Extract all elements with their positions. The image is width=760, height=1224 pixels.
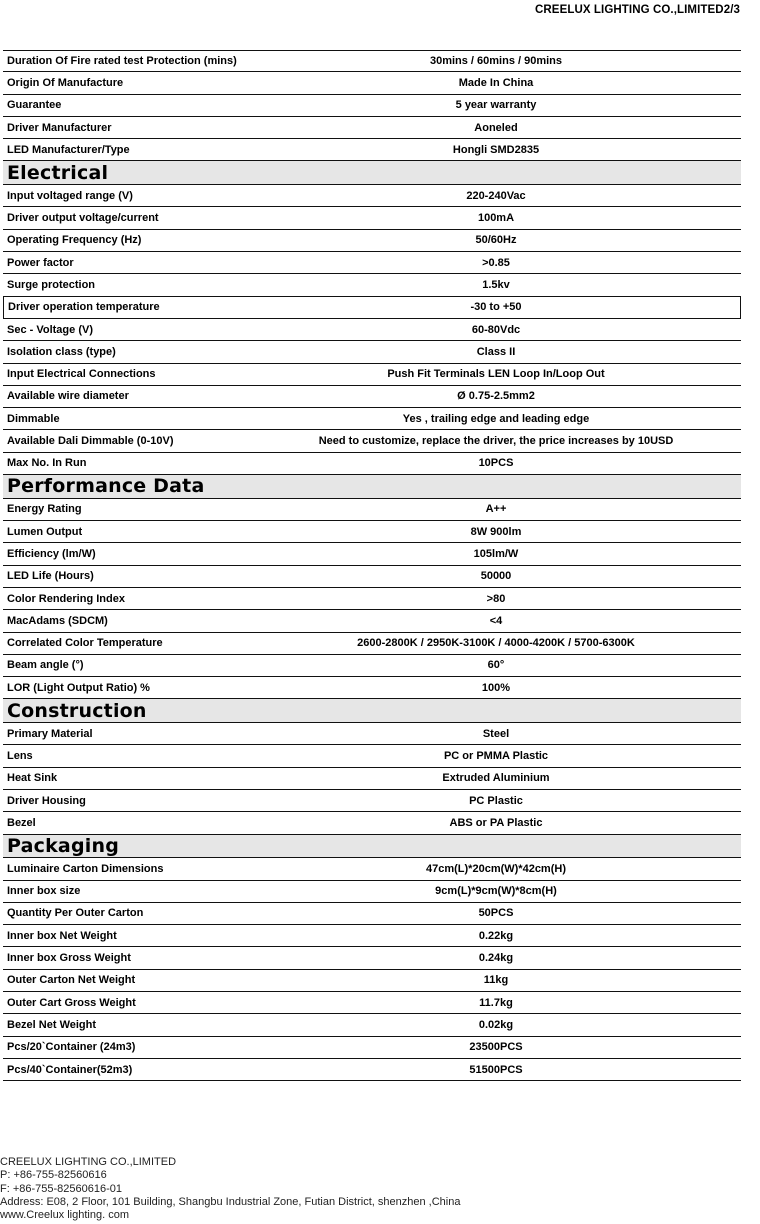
- row-label: Beam angle (°): [7, 659, 84, 672]
- row-label: Duration Of Fire rated test Protection (mins): [7, 55, 237, 68]
- row-label: Inner box Net Weight: [7, 929, 117, 942]
- table-row: [3, 230, 741, 252]
- section-header-construction: [3, 699, 741, 723]
- row-value: Class II: [476, 345, 516, 358]
- row-value: 50000: [480, 570, 512, 583]
- table-row: [3, 117, 741, 139]
- row-label: Energy Rating: [7, 503, 82, 516]
- footer-phone: P: +86-755-82560616: [0, 1169, 107, 1182]
- table-row: [3, 790, 741, 812]
- row-value: Yes , trailing edge and leading edge: [402, 412, 590, 425]
- row-value: 47cm(L)*20cm(W)*42cm(H): [426, 862, 566, 875]
- row-label: LED Manufacturer/Type: [7, 143, 130, 156]
- table-row: [3, 453, 741, 475]
- row-value: 1.5kv: [482, 279, 510, 291]
- row-label: Origin Of Manufacture: [7, 76, 124, 89]
- table-row: [3, 745, 741, 767]
- row-label: Pcs/40`Container(52m3): [7, 1063, 133, 1076]
- row-value: PC Plastic: [469, 794, 523, 807]
- footer-company: CREELUX LIGHTING CO.,LIMITED: [0, 1156, 177, 1168]
- table-row: [3, 1014, 741, 1036]
- table-row: [3, 768, 741, 790]
- row-label: Color Rendering Index: [7, 592, 125, 605]
- row-value: A++: [485, 503, 507, 516]
- row-label: Operating Frequency (Hz): [7, 234, 142, 247]
- row-label: LED Life (Hours): [7, 570, 94, 583]
- table-row: [3, 274, 741, 296]
- row-label: Sec - Voltage (V): [7, 323, 93, 336]
- section-header-performance: [3, 475, 741, 499]
- table-row: [3, 655, 741, 677]
- row-value: >0.85: [482, 256, 510, 269]
- row-value: Made In China: [458, 76, 534, 89]
- row-label: Primary Material: [7, 727, 93, 740]
- row-label: Quantity Per Outer Carton: [7, 907, 144, 920]
- row-value: 11kg: [483, 974, 509, 987]
- table-row: [3, 72, 741, 94]
- table-row: [3, 139, 741, 161]
- row-label: Lens: [7, 750, 33, 763]
- table-row: [3, 881, 741, 903]
- section-header-packaging: [3, 835, 741, 859]
- table-row: [3, 1059, 741, 1081]
- table-row: [3, 252, 741, 274]
- row-label: Surge protection: [7, 279, 96, 291]
- section-title: Packaging: [7, 834, 119, 857]
- row-label: Driver Manufacturer: [7, 121, 112, 134]
- row-value: Extruded Aluminium: [442, 772, 550, 785]
- row-label: Outer Cart Gross Weight: [7, 996, 136, 1009]
- row-value: 0.24kg: [478, 952, 514, 965]
- row-label: MacAdams (SDCM): [7, 614, 108, 627]
- row-label: Pcs/20`Container (24m3): [7, 1041, 136, 1054]
- footer-fax: F: +86-755-82560616-01: [0, 1182, 123, 1195]
- row-label: Guarantee: [7, 99, 62, 112]
- row-value: 30mins / 60mins / 90mins: [429, 55, 563, 68]
- table-row: [3, 543, 741, 565]
- row-value: 220-240Vac: [466, 189, 526, 202]
- row-label: Driver output voltage/current: [7, 212, 159, 225]
- row-label: Input Electrical Connections: [7, 368, 156, 381]
- row-value: 2600-2800K / 2950K-3100K / 4000-4200K / 5700-6300K: [357, 637, 635, 650]
- table-row: [3, 408, 741, 430]
- section-title: Construction: [7, 699, 147, 722]
- table-row: [3, 386, 741, 408]
- row-value: 0.02kg: [478, 1018, 514, 1031]
- row-value: 50/60Hz: [475, 234, 517, 247]
- row-label: Bezel Net Weight: [7, 1018, 97, 1031]
- row-value: Steel: [482, 727, 510, 740]
- row-value: 60-80Vdc: [471, 323, 521, 336]
- row-value: Push Fit Terminals LEN Loop In/Loop Out: [387, 368, 605, 381]
- table-row: [3, 50, 741, 72]
- row-value: 100%: [481, 681, 511, 694]
- table-row: [3, 341, 741, 363]
- row-value: -30 to +50: [470, 301, 522, 314]
- row-label: Available Dali Dimmable (0-10V): [7, 435, 174, 448]
- row-label: Driver Housing: [7, 794, 86, 807]
- table-row: [3, 297, 741, 319]
- row-label: Input voltaged range (V): [7, 189, 133, 202]
- row-label: LOR (Light Output Ratio) %: [7, 681, 150, 694]
- table-row: [3, 364, 741, 386]
- row-value: 0.22kg: [478, 929, 514, 942]
- page-header-title: CREELUX LIGHTING CO.,LIMITED2/3: [534, 4, 740, 16]
- table-row: [3, 319, 741, 341]
- section-title: Performance Data: [7, 475, 205, 498]
- row-label: Max No. In Run: [7, 457, 87, 470]
- row-label: Efficiency (lm/W): [7, 547, 96, 560]
- page-footer: [0, 1156, 460, 1222]
- row-label: Bezel: [7, 816, 36, 829]
- row-label: Inner box size: [7, 885, 81, 898]
- table-row: [3, 499, 741, 521]
- row-label: Inner box Gross Weight: [7, 952, 131, 965]
- table-row: [3, 1037, 741, 1059]
- table-row: [3, 430, 741, 452]
- row-label: Dimmable: [7, 412, 60, 425]
- row-label: Luminaire Carton Dimensions: [7, 862, 164, 875]
- section-title: Electrical: [7, 161, 109, 184]
- footer-website: www.Creelux lighting. com: [0, 1209, 129, 1222]
- table-row: [3, 633, 741, 655]
- section-header-electrical: [3, 161, 741, 185]
- row-label: Lumen Output: [7, 525, 83, 538]
- table-row: [3, 992, 741, 1014]
- table-row: [3, 858, 741, 880]
- row-value: <4: [489, 614, 503, 627]
- row-value: 10PCS: [478, 457, 514, 470]
- table-row: [3, 925, 741, 947]
- table-row: [3, 723, 741, 745]
- row-value: ABS or PA Plastic: [449, 816, 543, 829]
- row-label: Available wire diameter: [7, 390, 129, 403]
- table-row: [3, 812, 741, 834]
- row-value: 105lm/W: [473, 547, 519, 560]
- row-value: Ø 0.75-2.5mm2: [457, 390, 535, 403]
- table-row: [3, 970, 741, 992]
- row-label: Outer Carton Net Weight: [7, 974, 136, 987]
- row-value: Need to customize, replace the driver, the price increases by 10USD: [318, 435, 674, 448]
- table-row: [3, 185, 741, 207]
- row-label: Heat Sink: [7, 772, 58, 785]
- footer-address: Address: E08, 2 Floor, 101 Building, Shangbu Industrial Zone, Futian District, shenzhen ,China: [0, 1195, 461, 1208]
- table-row: [3, 947, 741, 969]
- spec-table: [3, 50, 741, 1081]
- row-value: >80: [486, 592, 506, 605]
- row-label: Driver operation temperature: [8, 301, 160, 314]
- row-value: Hongli SMD2835: [452, 143, 540, 156]
- row-label: Isolation class (type): [7, 345, 116, 358]
- row-value: Aoneled: [474, 121, 518, 134]
- table-row: [3, 521, 741, 543]
- table-row: [3, 610, 741, 632]
- row-value: 5 year warranty: [455, 99, 537, 112]
- table-row: [3, 588, 741, 610]
- row-value: 60°: [487, 659, 505, 672]
- row-value: 23500PCS: [469, 1041, 523, 1054]
- row-value: 100mA: [477, 212, 515, 225]
- row-value: PC or PMMA Plastic: [443, 750, 549, 763]
- row-value: 51500PCS: [469, 1063, 523, 1076]
- table-row: [3, 677, 741, 699]
- table-row: [3, 566, 741, 588]
- table-row: [3, 95, 741, 117]
- table-row: [3, 207, 741, 229]
- row-label: Correlated Color Temperature: [7, 637, 163, 650]
- row-value: 8W 900lm: [470, 525, 522, 538]
- row-value: 50PCS: [478, 907, 514, 920]
- row-label: Power factor: [7, 256, 74, 269]
- table-row: [3, 903, 741, 925]
- row-value: 11.7kg: [479, 996, 513, 1009]
- row-value: 9cm(L)*9cm(W)*8cm(H): [435, 885, 557, 898]
